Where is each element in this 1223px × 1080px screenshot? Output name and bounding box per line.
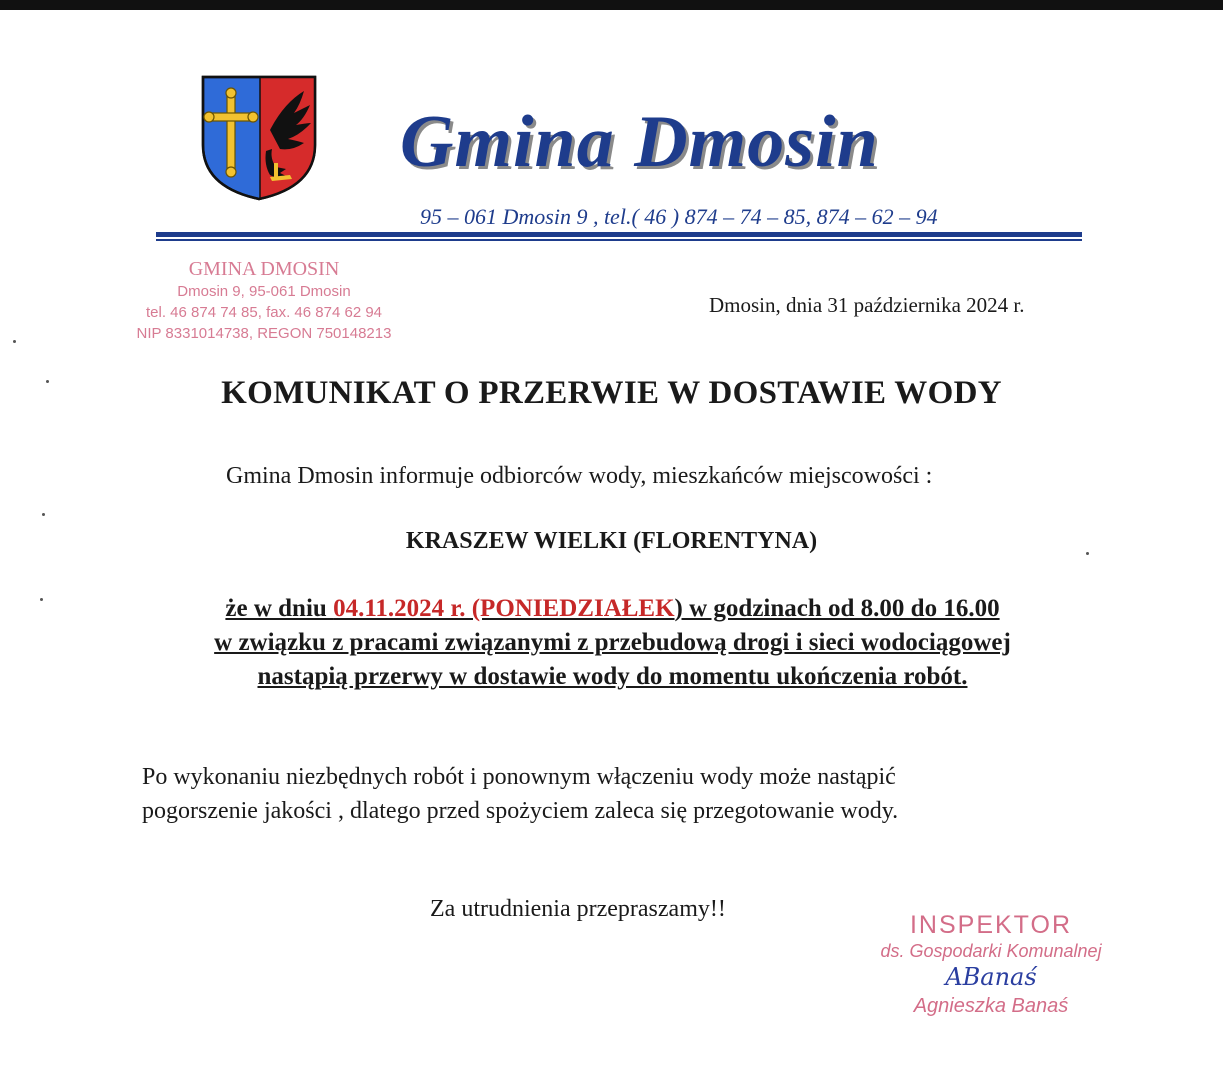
coat-of-arms-icon <box>200 75 318 201</box>
scan-speck <box>42 513 45 516</box>
advice-paragraph <box>142 760 1102 828</box>
inspector-name: Agnieszka Banaś <box>913 995 1069 1017</box>
document-heading: KOMUNIKAT O PRZERWIE W DOSTAWIE WODY <box>221 375 1002 411</box>
stamp-name: GMINA DMOSIN <box>188 258 340 280</box>
scan-top-edge <box>0 0 1223 10</box>
affected-locality: KRASZEW WIELKI (FLORENTYNA) <box>405 528 818 554</box>
header-address: 95 – 061 Dmosin 9 , tel.( 46 ) 874 – 74 – 85, 874 – 62 – 94 <box>420 204 938 229</box>
inspector-stamp <box>846 910 1136 1020</box>
document-date: Dmosin, dnia 31 października 2024 r. <box>709 293 1025 317</box>
municipality-title: Gmina Dmosin <box>400 101 879 183</box>
scan-speck <box>46 380 49 383</box>
intro-text: Gmina Dmosin informuje odbiorców wody, mieszkańców miejscowości : <box>226 463 933 489</box>
handwritten-signature: ABanaś <box>945 963 1037 991</box>
inspector-department: ds. Gospodarki Komunalnej <box>880 941 1102 961</box>
scan-speck <box>40 598 43 601</box>
header-rule <box>156 232 1082 237</box>
notice-reason: w związku z pracami związanymi z przebudową drogi i sieci wodociągowej <box>214 629 1011 656</box>
outage-notice <box>140 592 1085 694</box>
header-rule-thin <box>156 239 1082 241</box>
notice-date: 04.11.2024 r. (PONIEDZIAŁEK <box>333 595 675 622</box>
notice-hours: ) w godzinach od 8.00 do 16.00 <box>674 595 1000 622</box>
apology-text: Za utrudnienia przepraszamy!! <box>430 896 726 922</box>
advice-line-2: pogorszenie jakości , dlatego przed spożyciem zaleca się przegotowanie wody. <box>142 798 899 824</box>
stamp-address: Dmosin 9, 95-061 Dmosin <box>177 283 351 300</box>
stamp-ids: NIP 8331014738, REGON 750148213 <box>136 325 392 342</box>
notice-prefix: że w dniu <box>225 595 334 622</box>
stamp-phones: tel. 46 874 74 85, fax. 46 874 62 94 <box>145 304 383 321</box>
advice-line-1: Po wykonaniu niezbędnych robót i ponownym włączeniu wody może nastąpić <box>142 764 896 790</box>
scan-speck <box>1086 552 1089 555</box>
inspector-title: INSPEKTOR <box>909 911 1073 939</box>
office-stamp <box>128 257 400 344</box>
notice-effect: nastąpią przerwy w dostawie wody do momentu ukończenia robót. <box>257 663 968 690</box>
scan-speck <box>13 340 16 343</box>
